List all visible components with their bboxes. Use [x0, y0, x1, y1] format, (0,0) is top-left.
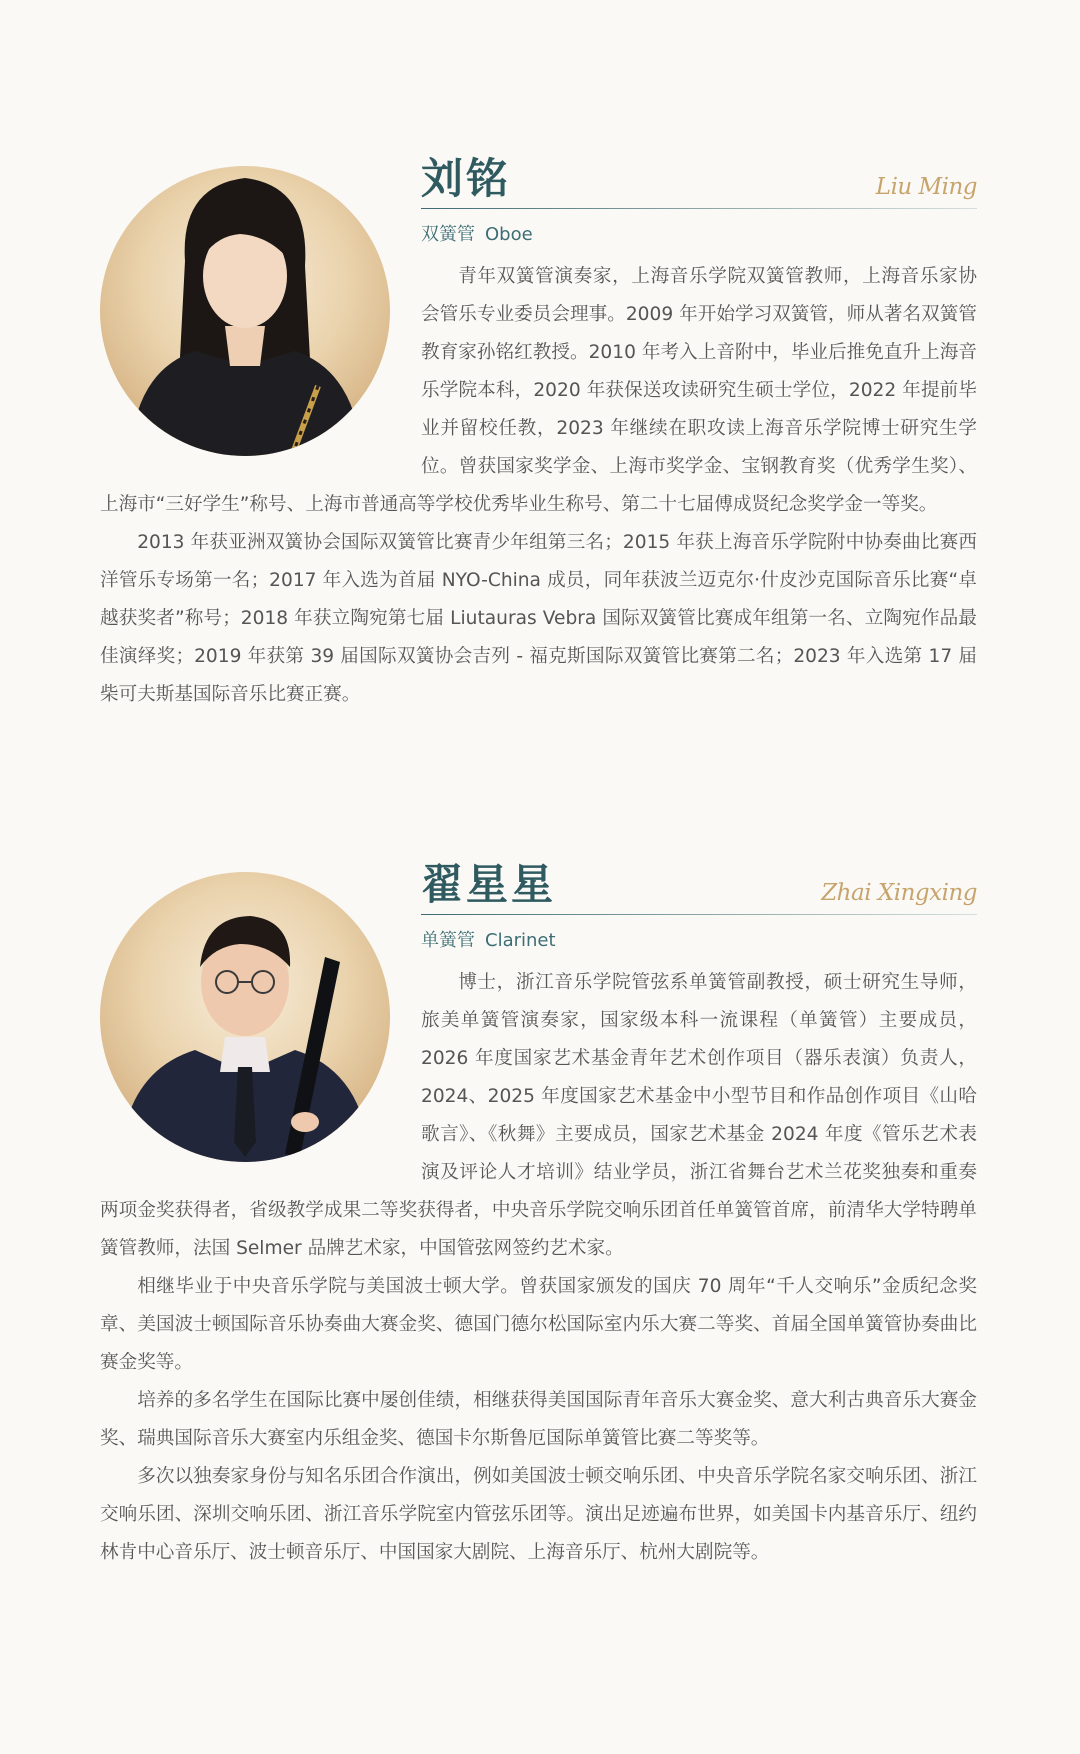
musician-name-latin: Zhai Xingxing	[821, 880, 977, 906]
instrument-label	[421, 926, 556, 952]
biography	[100, 964, 977, 1572]
instrument-en: Clarinet	[485, 930, 556, 951]
instrument-cn: 双簧管	[421, 224, 475, 245]
musician-name: 刘铭	[421, 154, 512, 203]
title-divider	[421, 208, 977, 209]
musician-name-latin: Liu Ming	[875, 174, 977, 200]
instrument-label	[421, 220, 533, 246]
bio-paragraph: 2013 年获亚洲双簧协会国际双簧管比赛青少年组第三名；2015 年获上海音乐学院附中协奏曲比赛西洋管乐专场第一名；2017 年入选为首届 NYO-China 成员，同年获波兰迈克尔·什皮沙克国际音乐比赛“卓越获奖者”称号；2018 年获立陶宛第七届 Liutauras Vebra 国际双簧管比赛成年组第一名、立陶宛作品最佳演绎奖；2019 年获第 39 届国际双簧协会吉列 - 福克斯国际双簧管比赛第二名；2023 年入选第 17 届柴可夫斯基国际音乐比赛正赛。	[100, 532, 977, 705]
bio-paragraph: 培养的多名学生在国际比赛中屡创佳绩，相继获得美国国际青年音乐大赛金奖、意大利古典音乐大赛金奖、瑞典国际音乐大赛室内乐组金奖、德国卡尔斯鲁厄国际单簧管比赛二等奖等。	[100, 1390, 977, 1449]
bio-paragraph: 多次以独奏家身份与知名乐团合作演出，例如美国波士顿交响乐团、中央音乐学院名家交响乐团、浙江交响乐团、深圳交响乐团、浙江音乐学院室内管弦乐团等。演出足迹遍布世界，如美国卡内基音乐厅、纽约林肯中心音乐厅、波士顿音乐厅、中国国家大剧院、上海音乐厅、杭州大剧院等。	[100, 1466, 977, 1563]
biography	[100, 258, 977, 714]
musician-name: 翟星星	[421, 860, 557, 909]
instrument-cn: 单簧管	[421, 930, 475, 951]
title-divider	[421, 914, 977, 915]
bio-paragraph: 相继毕业于中央音乐学院与美国波士顿大学。曾获国家颁发的国庆 70 周年“千人交响乐”金质纪念奖章、美国波士顿国际音乐协奏曲大赛金奖、德国门德尔松国际室内乐大赛二等奖、首届全国单簧管协奏曲比赛金奖等。	[100, 1276, 977, 1373]
bio-paragraph: 博士，浙江音乐学院管弦系单簧管副教授，硕士研究生导师，旅美单簧管演奏家，国家级本科一流课程（单簧管）主要成员，2026 年度国家艺术基金青年艺术创作项目（器乐表演）负责人，2024、2025 年度国家艺术基金中小型节目和作品创作项目《山哈歌言》、《秋舞》主要成员，国家艺术基金 2024 年度《管乐艺术表演及评论人才培训》结业学员，浙江省舞台艺术兰花奖独奏和重奏两项金奖获得者，省级教学成果二等奖获得者，中央音乐学院交响乐团首任单簧管首席，前清华大学特聘单簧管教师，法国 Selmer 品牌艺术家，中国管弦网签约艺术家。	[100, 972, 977, 1259]
instrument-en: Oboe	[485, 224, 533, 245]
bio-paragraph: 青年双簧管演奏家，上海音乐学院双簧管教师，上海音乐家协会管乐专业委员会理事。2009 年开始学习双簧管，师从著名双簧管教育家孙铭红教授。2010 年考入上音附中，毕业后推免直升上海音乐学院本科，2020 年获保送攻读研究生硕士学位，2022 年提前毕业并留校任教，2023 年继续在职攻读上海音乐学院博士研究生学位。曾获国家奖学金、上海市奖学金、宝钢教育奖（优秀学生奖）、上海市“三好学生”称号、上海市普通高等学校优秀毕业生称号、第二十七届傅成贤纪念奖学金一等奖。	[100, 266, 977, 515]
